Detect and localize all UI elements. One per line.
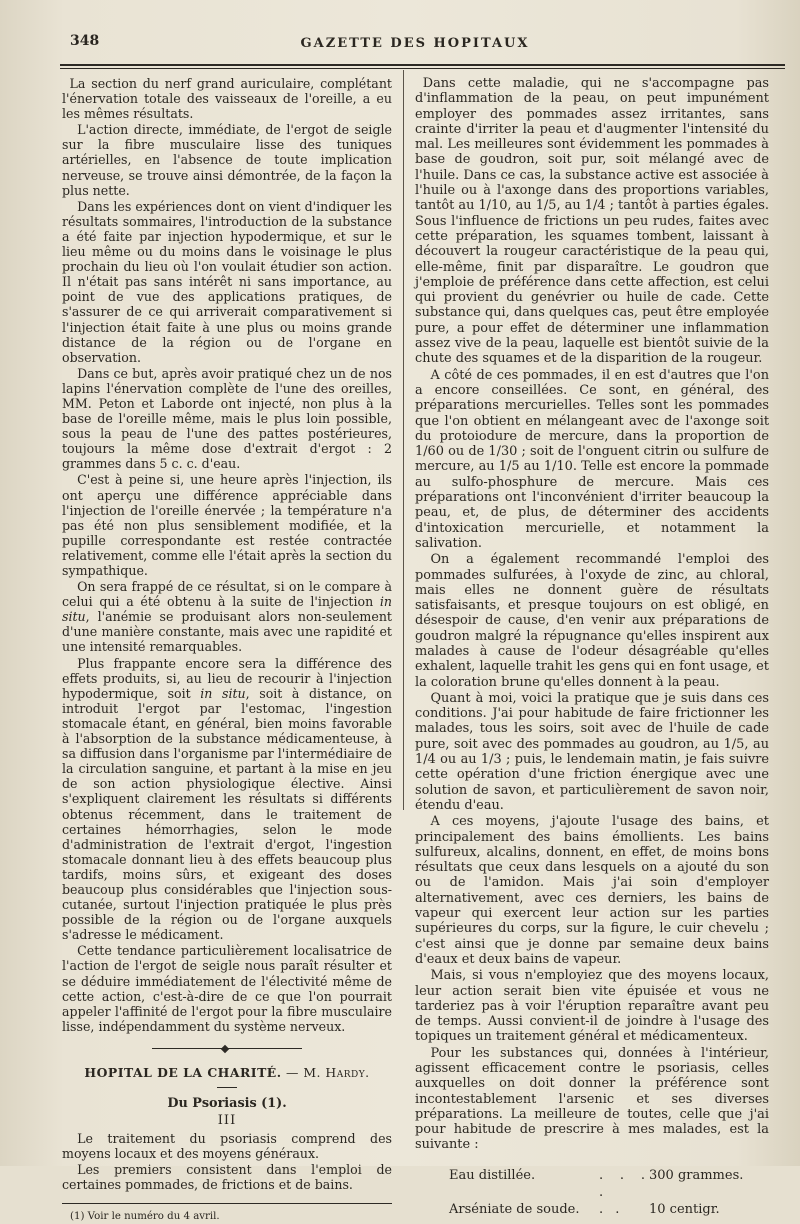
header-rule <box>60 64 785 66</box>
italic-term: in situ <box>62 594 392 625</box>
author-name: — M. Hardy. <box>286 1064 370 1080</box>
footnote: (1) Voir le numéro du 4 avril. <box>70 1210 220 1222</box>
paragraph: L'action directe, immédiate, de l'ergot de seigle sur la fibre musculaire lisse des tuniques artérielles, en l'absence de toute implication nerveuse, se trouve ainsi démontrée, de la façon la plus nette. <box>62 122 392 198</box>
column-divider <box>403 70 404 810</box>
formula-ingredient: Arséniate de soude. <box>449 1201 580 1217</box>
formula-row <box>449 1167 769 1201</box>
paragraph: Les premiers consistent dans l'emploi de certaines pommades, de frictions et de bains. <box>62 1162 392 1193</box>
paragraph: Mais, si vous n'employiez que des moyens locaux, leur action serait bien vite épuisée et vous ne tarderiez pas à voir l'éruption reparaître avant peu de temps. Aussi convient-il de joindre à l'usage des topiques un traitement général et médicamenteux. <box>415 968 769 1045</box>
italic-term: in situ <box>200 685 246 701</box>
running-title: GAZETTE DES HOPITAUX <box>300 36 530 51</box>
formula-leader-dots: . . . . <box>599 1167 649 1200</box>
formula-row <box>449 1201 769 1218</box>
paragraph: A côté de ces pommades, il en est d'autres que l'on a encore conseillées. Ce sont, en général, des préparations mercurielles. Telles sont les pommades que l'on obtient en mélangeant avec de l'axonge soit du protoiodure de mercure, dans la proportion de 1/60 ou de 1/30 ; soit de l'onguent citrin ou sulfure de mercure, au 1/5 au 1/10. Telle est encore la pommade au sulfo-phosphure de mercure. Mais ces préparations ont l'inconvénient d'irriter beaucoup la peau, et, de plus, de déterminer des accidents d'intoxication mercurielle, et notamment la salivation. <box>415 367 769 551</box>
paragraph: Le traitement du psoriasis comprend des moyens locaux et des moyens généraux. <box>62 1131 392 1162</box>
paragraph: A ces moyens, j'ajoute l'usage des bains, et principalement des bains émollients. Les bains sulfureux, alcalins, donnent, en effet, de moins bons résultats que ceux dans lesquels on a ajouté du son ou de l'amidon. Mais j'ai soin d'employer alternativement, avec ces derniers, les bains de vapeur qui exercent leur action sur les parties supérieures du corps, sur la figure, le cuir chevelu ; c'est ainsi que je donne par semaine deux bains d'eaux et deux bains de vapeur. <box>415 814 769 967</box>
paragraph: Dans cette maladie, qui ne s'accompagne pas d'inflammation de la peau, on peut impunément employer des pommades assez irritantes, sans crainte d'irriter la peau et d'augmenter l'intensité du mal. Les meilleures sont évidemment les pommades à base de goudron, soit pur, soit mélangé avec de l'huile. Dans ce cas, la substance active est associée à l'huile ou à l'axonge dans des proportions variables, tantôt au 1/10, au 1/5, au 1/4 ; tantôt à parties égales. Sous l'influence de frictions un peu rudes, faites avec cette préparation, les squames tombent, laissant à découvert la rougeur caractéristique de la peau qui, elle-même, finit par disparaître. Le goudron que j'emploie de préférence dans cette affection, est celui qui provient du genévrier ou huile de cade. Cette substance qui, dans quelques cas, peut être employée pure, a pour effet de déterminer une inflammation assez vive de la peau, laquelle est bientôt suivie de la chute des squames et de la disparition de la rougeur. <box>415 76 769 367</box>
formula-ingredient: Eau distillée. <box>449 1167 536 1183</box>
page-number: 348 <box>70 33 100 49</box>
header-rule-secondary <box>60 68 785 69</box>
paragraph-text: , soit à distance, on introduit l'ergot par l'estomac, l'ingestion stomacale étant, en général, bien moins favorable à l'absorption de la substance médicamenteuse, à sa diffusion dans l'organisme par l'intermédiaire de la circulation sanguine, et partant à la mise en jeu de son action physiologique élective. Ainsi s'expliquent clairement les résultats si différents obtenus récemment, dans le traitement de certaines hémorrhagies, selon le mode d'administration de l'extrait d'ergot, l'ingestion stomacale donnant lieu à des effets beaucoup plus tardifs, moins sûrs, et exigeant des doses beaucoup plus considérables que l'injection sous-cutanée, surtout l'injection pratiquée le plus près possible de la région ou de l'organe auxquels s'adresse le médicament. <box>62 685 392 943</box>
paragraph-text: , l'anémie se produisant alors non-seulement d'une manière constante, mais avec une rapidité et une intensité remarquables. <box>62 609 392 655</box>
paragraph: Pour les substances qui, données à l'intérieur, agissent efficacement contre le psoriasis, celles auxquelles on doit donner la préférence sont incontestablement l'arsenic et ses diverses préparations. La meilleure de toutes, celle que j'ai pour habitude de prescrire à mes malades, est la suivante : <box>415 1045 769 1153</box>
article-part-number: III <box>217 1113 237 1129</box>
right-column <box>415 76 769 1217</box>
footnote-rule <box>62 1203 392 1204</box>
paragraph: Quant à moi, voici la pratique que je suis dans ces conditions. J'ai pour habitude de faire frictionner les malades, tous les soirs, soit avec de l'huile de cade pure, soit avec des pommades au goudron, au 1/5, au 1/4 ou au 1/3 ; puis, le lendemain matin, je fais suivre cette opération d'une friction énergique avec une solution de savon, et particulièrement de savon noir, étendu d'eau. <box>415 690 769 813</box>
formula-quantity: 10 centigr. <box>649 1201 720 1217</box>
hospital-name: HOPITAL DE LA CHARITÉ. <box>84 1064 282 1080</box>
paragraph-text: On sera frappé de ce résultat, si on le compare à celui qui a été obtenu à la suite de l'injection <box>62 579 392 610</box>
paragraph: On a également recommandé l'emploi des pommades sulfurées, à l'oxyde de zinc, au chloral, mais elles ne donnent guère de résultats satisfaisants, et presque toujours on est obligé, en désespoir de cause, d'en venir aux préparations de goudron malgré la répugnance qu'elles inspirent aux malades à cause de l'odeur désagréable qu'elles exhalent, laquelle trahit les gens qui en font usage, et la coloration brune qu'elles donnent à la peau. <box>415 552 769 690</box>
formula-leader-dots: . . <box>599 1201 624 1217</box>
paragraph: Dans ce but, après avoir pratiqué chez un de nos lapins l'énervation complète de l'une des oreilles, MM. Peton et Laborde ont injecté, non plus à la base de l'oreille même, mais le plus loin possible, sous la peau de l'une des pattes postérieures, toujours la même dose d'extrait d'ergot : 2 grammes dans 5 c. c. d'eau. <box>62 365 392 472</box>
paragraph-text: Plus frappante encore sera la différence des effets produits, si, au lieu de recourir à l'injection hypodermique, soit <box>62 655 392 701</box>
section-heading <box>62 1065 392 1080</box>
left-column <box>62 76 392 1222</box>
paragraph <box>62 656 392 943</box>
formula-quantity: 300 grammes. <box>649 1167 744 1183</box>
paragraph <box>62 579 392 654</box>
paragraph: Cette tendance particulièrement localisatrice de l'action de l'ergot de seigle nous paraît résulter et se déduire immédiatement de l'électivité même de cette action, c'est-à-dire de ce que l'on pourrait appeler l'affinité de l'ergot pour la fibre musculaire lisse, indépendamment du système nerveux. <box>62 943 392 1034</box>
paragraph: C'est à peine si, une heure après l'injection, ils ont aperçu une différence appréciable dans l'injection de l'oreille énervée ; la température n'a pas été non plus sensiblement modifiée, et la pupille correspondante est restée contractée relativement, comme elle l'était après la section du sympathique. <box>62 472 392 578</box>
section-separator <box>152 1048 302 1049</box>
paragraph: La section du nerf grand auriculaire, complétant l'énervation totale des vaisseaux de l'oreille, a eu les mêmes résultats. <box>62 76 392 122</box>
article-title: Du Psoriasis (1). <box>167 1096 287 1111</box>
page-header <box>60 30 770 60</box>
paragraph: Dans les expériences dont on vient d'indiquer les résultats sommaires, l'introduction de la substance a été faite par injection hypodermique, et sur le lieu même ou du moins dans le voisinage le plus prochain du lieu où l'on voulait étudier son action. Il n'était pas sans intérêt ni sans importance, au point de vue des applications pratiques, de s'assurer de ce qui arriverait comparativement si l'injection était faite à une plus ou moins grande distance de la région ou de l'organe en observation. <box>62 198 392 365</box>
prescription-formula <box>449 1167 769 1218</box>
short-rule <box>217 1087 237 1088</box>
